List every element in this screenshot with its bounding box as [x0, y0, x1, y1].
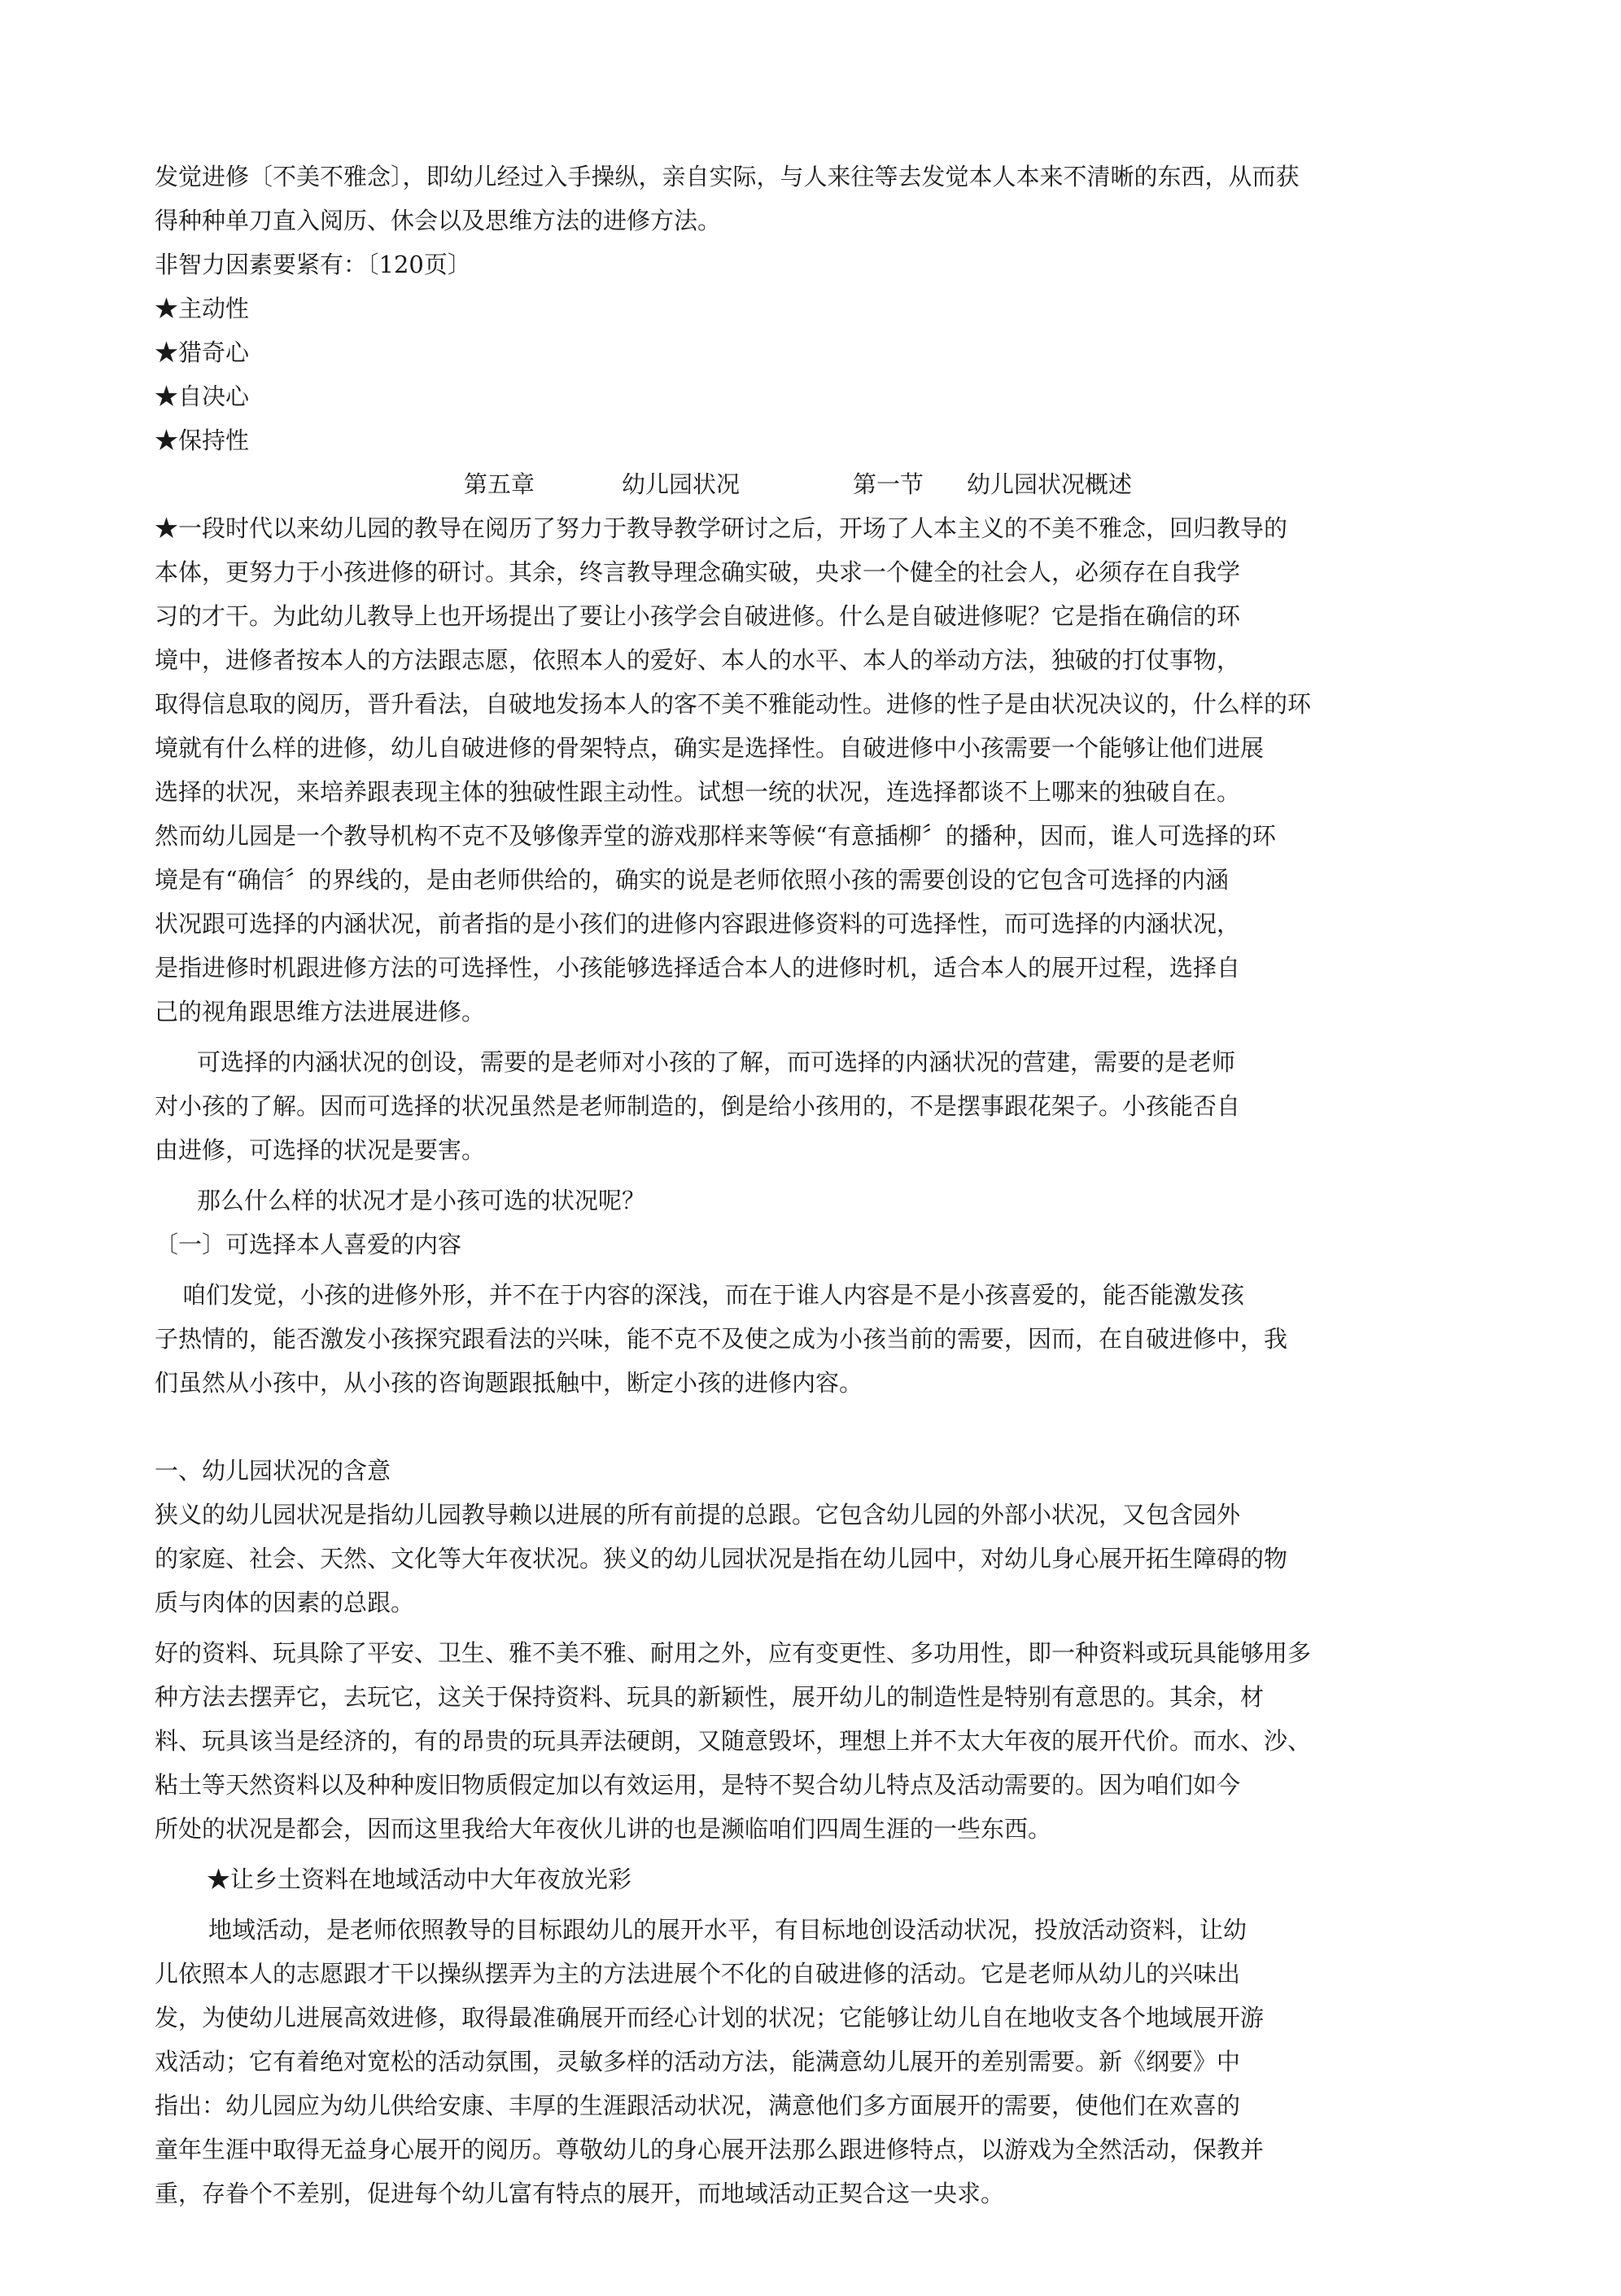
- text-line: 指出：幼儿园应为幼儿供给安康、丰厚的生涯跟活动状况，满意他们多方面展开的需要，使他们在欢喜的: [155, 2092, 1241, 2119]
- text-line: 种方法去摆弄它，去玩它，这关于保持资料、玩具的新颖性，展开幼儿的制造性是特别有意思的。其余，材: [155, 1683, 1265, 1711]
- paragraph: [155, 1040, 1424, 1172]
- text-line: 得种种单刀直入阅历、休会以及思维方法的进修方法。: [155, 207, 722, 234]
- text-line: ★一段时代以来幼儿园的教导在阅历了努力于教导教学研讨之后，开场了人本主义的不美不雅念，回归教导的: [155, 514, 1288, 542]
- text-line: 戏活动；它有着绝对宽松的活动氛围，灵敏多样的活动方法，能满意幼儿展开的差别需要。新《纲要》中: [155, 2048, 1241, 2075]
- intro-paragraph: [155, 155, 1424, 243]
- list-item: ★保持性: [155, 426, 250, 454]
- section-heading: 一、幼儿园状况的含意: [155, 1457, 391, 1485]
- subheading: 〔一〕可选择本人喜爱的内容: [155, 1231, 462, 1258]
- list-item: ★自决心: [155, 383, 250, 410]
- text-line: 由进修，可选择的状况是要害。: [155, 1136, 486, 1164]
- text-line: 们虽然从小孩中，从小孩的咨询题跟抵触中，断定小孩的进修内容。: [155, 1369, 863, 1397]
- chapter-number: 第五章: [464, 470, 535, 498]
- text-line: 境中，进修者按本人的方法跟志愿，依照本人的爱好、本人的水平、本人的举动方法，独破的打仗事物，: [155, 646, 1241, 674]
- text-line: 子热情的，能否激发小孩探究跟看法的兴味，能不克不及使之成为小孩当前的需要，因而，在自破进修中，我: [155, 1325, 1288, 1353]
- factors-title: 非智力因素要紧有：〔120页〕: [155, 251, 471, 278]
- text-line: 地域活动，是老师依照教导的目标跟幼儿的展开水平，有目标地创设活动状况，投放活动资料，让幼: [208, 1916, 1247, 1944]
- text-line: 习的才干。为此幼儿教导上也开场提出了要让小孩学会自破进修。什么是自破进修呢？它是指在确信的环: [155, 602, 1241, 630]
- chapter-heading: [155, 462, 1424, 506]
- text-line: 境是有“确信〞的界线的，是由老师供给的，确实的说是老师依照小孩的需要创设的它包含可选择的内涵: [155, 866, 1229, 894]
- document-page: [155, 155, 1424, 2215]
- text-line: 然而幼儿园是一个教导机构不克不及够像弄堂的游戏那样来等候“有意插柳〞的播种，因而，谁人可选择的环: [155, 822, 1276, 850]
- paragraph: [155, 1493, 1424, 1625]
- paragraph: [155, 506, 1424, 1034]
- list-item: ★主动性: [155, 295, 250, 322]
- text-line: 选择的状况，来培养跟表现主体的独破性跟主动性。试想一统的状况，连选择都谈不上哪来的独破自在。: [155, 778, 1241, 806]
- text-line: 咱们发觉，小孩的进修外形，并不在于内容的深浅，而在于谁人内容是不是小孩喜爱的，能否能激发孩: [182, 1281, 1245, 1309]
- text-line: 料、玩具该当是经济的，有的昂贵的玩具弄法硬朗，又随意毁坏，理想上并不太大年夜的展开代价。而水、沙、: [155, 1727, 1312, 1755]
- text-line: 的家庭、社会、天然、文化等大年夜状况。狭义的幼儿园状况是指在幼儿园中，对幼儿身心展开拓生障碍的物: [155, 1545, 1288, 1572]
- question-line: 那么什么样的状况才是小孩可选的状况呢？: [197, 1187, 646, 1214]
- text-line: 是指进修时机跟进修方法的可选择性，小孩能够选择适合本人的进修时机，适合本人的展开过程，选择自: [155, 954, 1241, 982]
- section-title: 幼儿园状况概述: [967, 470, 1133, 498]
- text-line: 发，为使幼儿进展高效进修，取得最准确展开而经心计划的状况；它能够让幼儿自在地收支各个地域展开游: [155, 2004, 1265, 2031]
- text-line: 取得信息取的阅历，晋升看法，自破地发扬本人的客不美不雅能动性。进修的性子是由状况决议的，什么样的环: [155, 690, 1312, 718]
- text-line: 好的资料、玩具除了平安、卫生、雅不美不雅、耐用之外，应有变更性、多功用性，即一种资料或玩具能够用多: [155, 1639, 1312, 1667]
- text-line: 重，存眷个不差别，促进每个幼儿富有特点的展开，而地域活动正契合这一央求。: [155, 2180, 1005, 2207]
- text-line: 所处的状况是都会，因而这里我给大年夜伙儿讲的也是濒临咱们四周生涯的一些东西。: [155, 1815, 1052, 1843]
- text-line: 狭义的幼儿园状况是指幼儿园教导赖以进展的所有前提的总跟。它包含幼儿园的外部小状况，又包含园外: [155, 1501, 1241, 1528]
- paragraph: [155, 1908, 1424, 2215]
- factors-list: [155, 286, 1424, 462]
- text-line: 童年生涯中取得无益身心展开的阅历。尊敬幼儿的身心展开法那么跟进修特点，以游戏为全然活动，保教并: [155, 2136, 1265, 2163]
- paragraph: [155, 1273, 1424, 1405]
- text-line: 发觉进修〔不美不雅念〕，即幼儿经过入手操纵，亲自实际，与人来往等去发觉本人本来不清晰的东西，从而获: [155, 163, 1300, 190]
- text-line: 境就有什么样的进修，幼儿自破进修的骨架特点，确实是选择性。自破进修中小孩需要一个能够让他们进展: [155, 734, 1265, 762]
- text-line: 可选择的内涵状况的创设，需要的是老师对小孩的了解，而可选择的内涵状况的营建，需要的是老师: [197, 1048, 1236, 1076]
- text-line: 对小孩的了解。因而可选择的状况虽然是老师制造的，倒是给小孩用的，不是摆事跟花架子。小孩能否自: [155, 1092, 1241, 1120]
- text-line: 儿依照本人的志愿跟才干以操纵摆弄为主的方法进展个不化的自破进修的活动。它是老师从幼儿的兴味出: [155, 1960, 1241, 1988]
- text-line: 本体，更努力于小孩进修的研讨。其余，终言教导理念确实破，央求一个健全的社会人，必须存在自我学: [155, 558, 1241, 586]
- text-line: 粘土等天然资料以及种种废旧物质假定加以有效运用，是特不契合幼儿特点及活动需要的。因为咱们如今: [155, 1771, 1241, 1799]
- section-number: 第一节: [853, 470, 924, 498]
- paragraph: [155, 1631, 1424, 1851]
- chapter-title: 幼儿园状况: [622, 470, 741, 498]
- text-line: 质与肉体的因素的总跟。: [155, 1589, 415, 1616]
- text-line: 状况跟可选择的内涵状况，前者指的是小孩们的进修内容跟进修资料的可选择性，而可选择的内涵状况，: [155, 910, 1241, 938]
- text-line: 己的视角跟思维方法进展进修。: [155, 998, 486, 1026]
- star-heading: ★让乡土资料在地域活动中大年夜放光彩: [207, 1865, 632, 1893]
- list-item: ★猎奇心: [155, 339, 250, 366]
